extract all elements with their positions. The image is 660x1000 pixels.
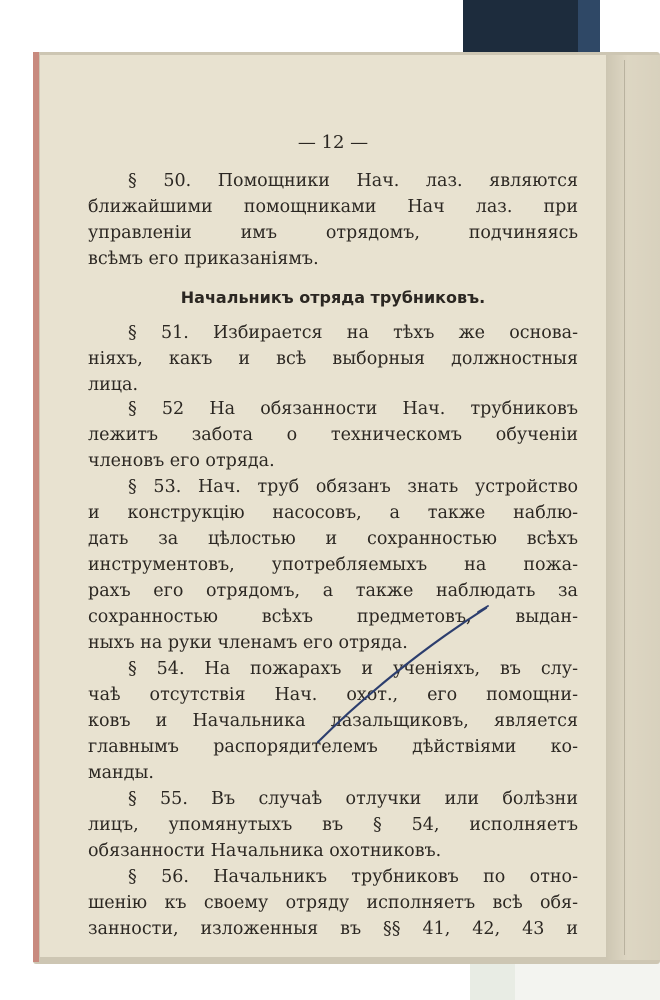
text-line: § 53. Нач. труб обязанъ знать устройство bbox=[128, 477, 578, 497]
text-line: обязанности Начальника охотниковъ. bbox=[88, 841, 442, 861]
text-line: лица. bbox=[88, 375, 139, 395]
text-line: § 52 На обязанности Нач. трубниковъ bbox=[128, 399, 578, 419]
section-heading: Начальникъ отряда трубниковъ. bbox=[180, 288, 486, 307]
text-line: § 51. Избирается на тѣхъ же основа- bbox=[128, 323, 578, 343]
text-line: сохранностью всѣхъ предметовъ, выдан- bbox=[88, 607, 578, 627]
text-line: шенію къ своему отряду исполняетъ всѣ обя- bbox=[88, 893, 578, 913]
text-line: занности, изложенныя въ §§ 41, 42, 43 и bbox=[88, 919, 578, 939]
text-line: членовъ его отряда. bbox=[88, 451, 275, 471]
page-number: — 12 — bbox=[297, 132, 369, 153]
text-line: § 56. Начальникъ трубниковъ по отно- bbox=[128, 867, 578, 887]
text-line: § 54. На пожарахъ и ученіяхъ, въ слу- bbox=[128, 659, 578, 679]
text-line: ковъ и Начальника лазальщиковъ, является bbox=[88, 711, 578, 731]
text-line: инструментовъ, употребляемыхъ на пожа- bbox=[88, 555, 578, 575]
text-line: манды. bbox=[88, 763, 154, 783]
text-line: дать за цѣлостью и сохранностью всѣхъ bbox=[88, 529, 578, 549]
text-line: ныхъ на руки членамъ его отряда. bbox=[88, 633, 408, 653]
text-line: § 55. Въ случаѣ отлучки или болѣзни bbox=[128, 789, 578, 809]
text-line: управленіи имъ отрядомъ, подчиняясь bbox=[88, 223, 578, 243]
text-line: ближайшими помощниками Нач лаз. при bbox=[88, 197, 578, 217]
text-line: лежитъ забота о техническомъ обученіи bbox=[88, 425, 578, 445]
text-line: и конструкцію насосовъ, а также наблю- bbox=[88, 503, 578, 523]
text-line: ніяхъ, какъ и всѣ выборныя должностныя bbox=[88, 349, 578, 369]
text-line: главнымъ распорядителемъ дѣйствіями ко- bbox=[88, 737, 578, 757]
text-line: лицъ, упомянутыхъ въ § 54, исполняетъ bbox=[88, 815, 578, 835]
text-line: всѣмъ его приказаніямъ. bbox=[88, 249, 319, 269]
text-line: § 50. Помощники Нач. лаз. являются bbox=[128, 171, 578, 191]
text-line: чаѣ отсутствія Нач. охот., его помощни- bbox=[88, 685, 578, 705]
text-line: рахъ его отрядомъ, а также наблюдать за bbox=[88, 581, 578, 601]
